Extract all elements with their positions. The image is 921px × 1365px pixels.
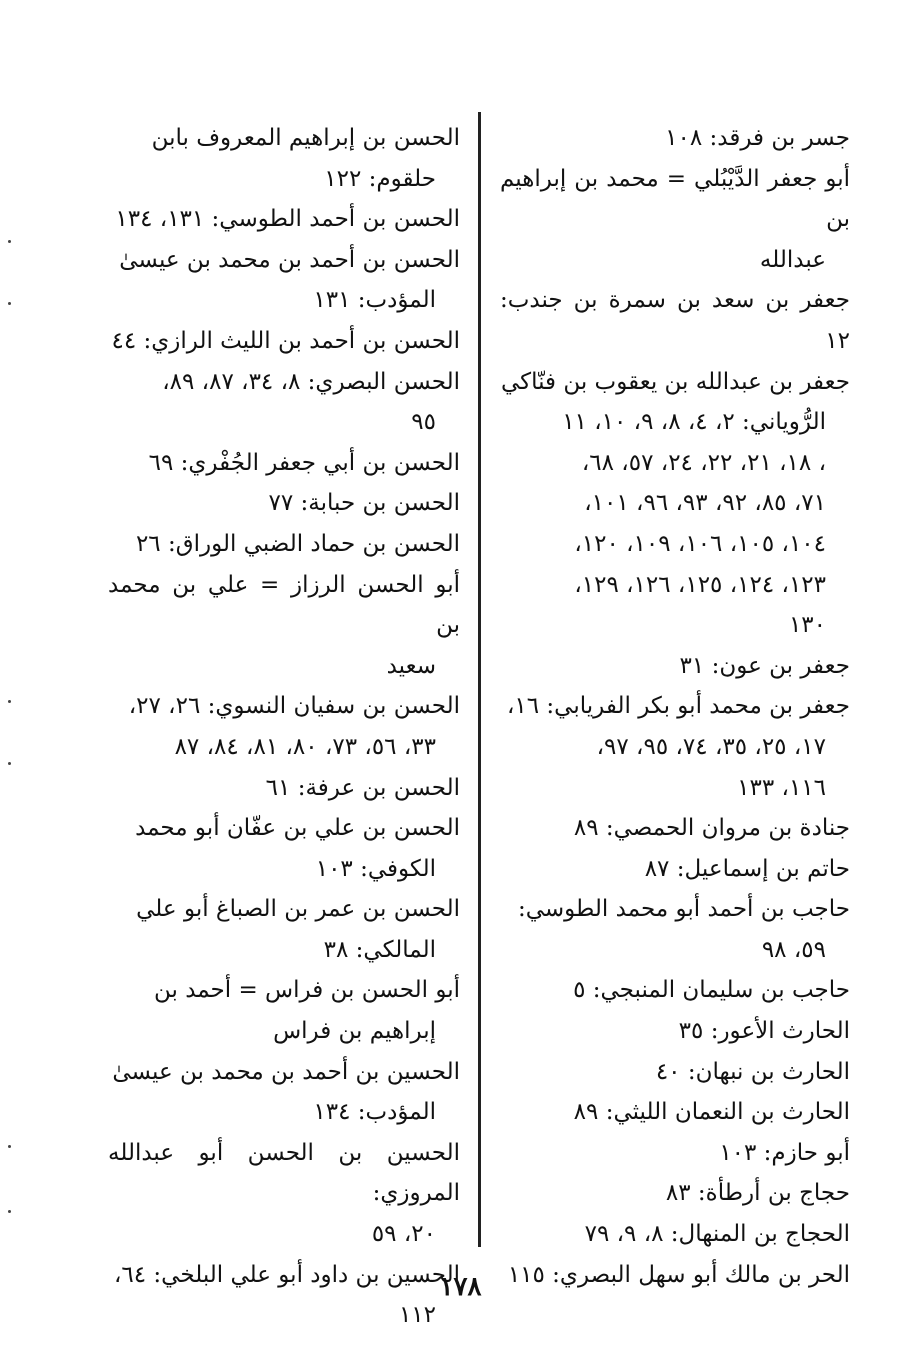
entry-text: الحسن بن عرفة: ٦١	[265, 774, 460, 801]
index-entry	[500, 159, 850, 281]
entry-continuation: عبدالله	[759, 246, 826, 273]
index-entry	[500, 280, 850, 361]
entry-continuation: إبراهيم بن فراس	[273, 1018, 436, 1045]
index-entry	[500, 362, 850, 646]
index-entry	[500, 118, 850, 159]
entry-continuation: المالكي: ٣٨	[323, 936, 436, 963]
index-column-right	[500, 118, 850, 1295]
index-entry	[108, 1133, 460, 1255]
index-entry	[108, 808, 460, 889]
index-entry	[108, 970, 460, 1051]
scan-speck	[8, 762, 11, 765]
entry-text: الحارث الأعور: ٣٥	[678, 1018, 850, 1045]
entry-text: جسر بن فرقد: ١٠٨	[665, 125, 850, 151]
entry-text: الحسن بن حماد الضبي الوراق: ٢٦	[135, 530, 460, 557]
index-entry	[500, 889, 850, 970]
index-entry	[500, 1092, 850, 1133]
entry-text: الحسن بن أحمد بن محمد بن عيسىٰ	[119, 246, 460, 273]
entry-text: الحسين بن الحسن أبو عبدالله المروزي:	[108, 1139, 460, 1207]
index-entry	[108, 321, 460, 362]
index-entry	[108, 118, 460, 199]
entry-text: الحسن بن عمر بن الصباغ أبو علي	[136, 896, 460, 923]
entry-continuation: حلقوم: ١٢٢	[324, 165, 436, 192]
scan-speck	[8, 1145, 11, 1148]
entry-continuation: ١٠٤، ١٠٥، ١٠٦، ١٠٩، ١٢٠،	[574, 530, 826, 557]
entry-continuation: ١٢٣، ١٢٤، ١٢٥، ١٢٦، ١٢٩،	[574, 571, 826, 598]
index-entry	[108, 483, 460, 524]
entry-text: أبو الحسن الرزاز = علي بن محمد بن	[108, 571, 460, 639]
index-entry	[108, 889, 460, 970]
entry-continuation: ١٣٠	[788, 612, 826, 639]
entry-text: أبو حازم: ١٠٣	[719, 1139, 850, 1166]
index-entry	[108, 240, 460, 321]
entry-text: حجاج بن أرطأة: ٨٣	[665, 1180, 850, 1207]
index-entry	[500, 849, 850, 890]
entry-text: الحسن بن أبي جعفر الجُفْري: ٦٩	[148, 449, 460, 476]
scan-speck	[8, 1210, 11, 1213]
scan-speck	[8, 700, 11, 703]
entry-continuation: المؤدب: ١٣١	[313, 287, 436, 314]
entry-text: الحجاج بن المنهال: ٨، ٩، ٧٩	[584, 1221, 850, 1248]
entry-continuation: ٣٣، ٥٦، ٧٣، ٨٠، ٨١، ٨٤، ٨٧	[174, 733, 436, 760]
entry-text: الحسن بن إبراهيم المعروف بابن	[151, 125, 460, 151]
entry-continuation: ، ١٨، ٢١، ٢٢، ٢٤، ٥٧، ٦٨،	[581, 449, 826, 476]
entry-text: الحسن بن حبابة: ٧٧	[268, 490, 460, 517]
entry-text: الحسين بن داود أبو علي البلخي: ٦٤،	[113, 1261, 460, 1288]
entry-continuation: المؤدب: ١٣٤	[313, 1099, 436, 1126]
index-entry	[500, 1052, 850, 1093]
entry-text: الحسن بن علي بن عفّان أبو محمد	[135, 815, 460, 842]
entry-text: الحسن بن أحمد الطوسي: ١٣١، ١٣٤	[115, 206, 460, 233]
entry-text: جنادة بن مروان الحمصي: ٨٩	[573, 815, 850, 842]
entry-text: الحسن بن سفيان النسوي: ٢٦، ٢٧،	[128, 693, 460, 720]
entry-text: الحارث بن نبهان: ٤٠	[655, 1058, 850, 1085]
entry-continuation: ٧١، ٨٥، ٩٢، ٩٣، ٩٦، ١٠١،	[584, 490, 826, 517]
entry-text: حاتم بن إسماعيل: ٨٧	[644, 855, 850, 882]
entry-text: الحسن البصري: ٨، ٣٤، ٨٧، ٨٩،	[162, 368, 460, 395]
index-entry	[500, 1011, 850, 1052]
entry-text: الحارث بن النعمان الليثي: ٨٩	[573, 1099, 850, 1126]
index-entry	[108, 362, 460, 443]
entry-text: الحر بن مالك أبو سهل البصري: ١١٥	[507, 1261, 850, 1288]
entry-continuation: سعيد	[386, 652, 436, 679]
index-entry	[500, 970, 850, 1011]
scan-speck	[8, 240, 11, 243]
entry-text: جعفر بن عبدالله بن يعقوب بن فنّاكي	[500, 368, 850, 395]
index-entry	[500, 808, 850, 849]
entry-text: أبو الحسن بن فراس = أحمد بن	[153, 977, 460, 1004]
entry-text: حاجب بن سليمان المنبجي: ٥	[573, 977, 850, 1004]
index-entry	[108, 443, 460, 484]
index-entry	[108, 768, 460, 809]
scan-speck	[8, 302, 11, 305]
column-divider	[478, 112, 481, 1247]
entry-text: الحسين بن أحمد بن محمد بن عيسىٰ	[112, 1058, 460, 1085]
entry-continuation: ١١٢	[398, 1302, 436, 1329]
index-entry	[500, 646, 850, 687]
index-entry	[500, 1133, 850, 1174]
entry-continuation: ١١٦، ١٣٣	[737, 774, 826, 801]
entry-text: أبو جعفر الدَّيْبُلي = محمد بن إبراهيم بن	[500, 165, 850, 233]
index-entry	[108, 565, 460, 687]
entry-text: جعفر بن عون: ٣١	[679, 652, 850, 679]
entry-continuation: ٩٥	[411, 409, 436, 436]
index-column-left	[108, 118, 460, 1336]
index-entry	[108, 524, 460, 565]
index-entry	[108, 1052, 460, 1133]
entry-continuation: ١٧، ٢٥، ٣٥، ٧٤، ٩٥، ٩٧،	[596, 733, 826, 760]
entry-text: حاجب بن أحمد أبو محمد الطوسي:	[517, 896, 850, 923]
index-entry	[108, 199, 460, 240]
page-number: ١٧٨	[439, 1272, 482, 1302]
entry-text: جعفر بن سعد بن سمرة بن جندب: ١٢	[500, 287, 850, 354]
entry-text: جعفر بن محمد أبو بكر الفريابي: ١٦،	[506, 693, 850, 720]
index-entry	[108, 686, 460, 767]
entry-continuation: ٥٩، ٩٨	[761, 936, 826, 963]
index-entry	[500, 686, 850, 808]
index-entry	[500, 1214, 850, 1255]
entry-continuation: ٢٠، ٥٩	[371, 1221, 436, 1248]
entry-continuation: الكوفي: ١٠٣	[315, 855, 436, 882]
entry-text: الحسن بن أحمد بن الليث الرازي: ٤٤	[111, 327, 460, 354]
index-entry	[500, 1173, 850, 1214]
entry-continuation: الرُّوياني: ٢، ٤، ٨، ٩، ١٠، ١١	[562, 409, 826, 436]
